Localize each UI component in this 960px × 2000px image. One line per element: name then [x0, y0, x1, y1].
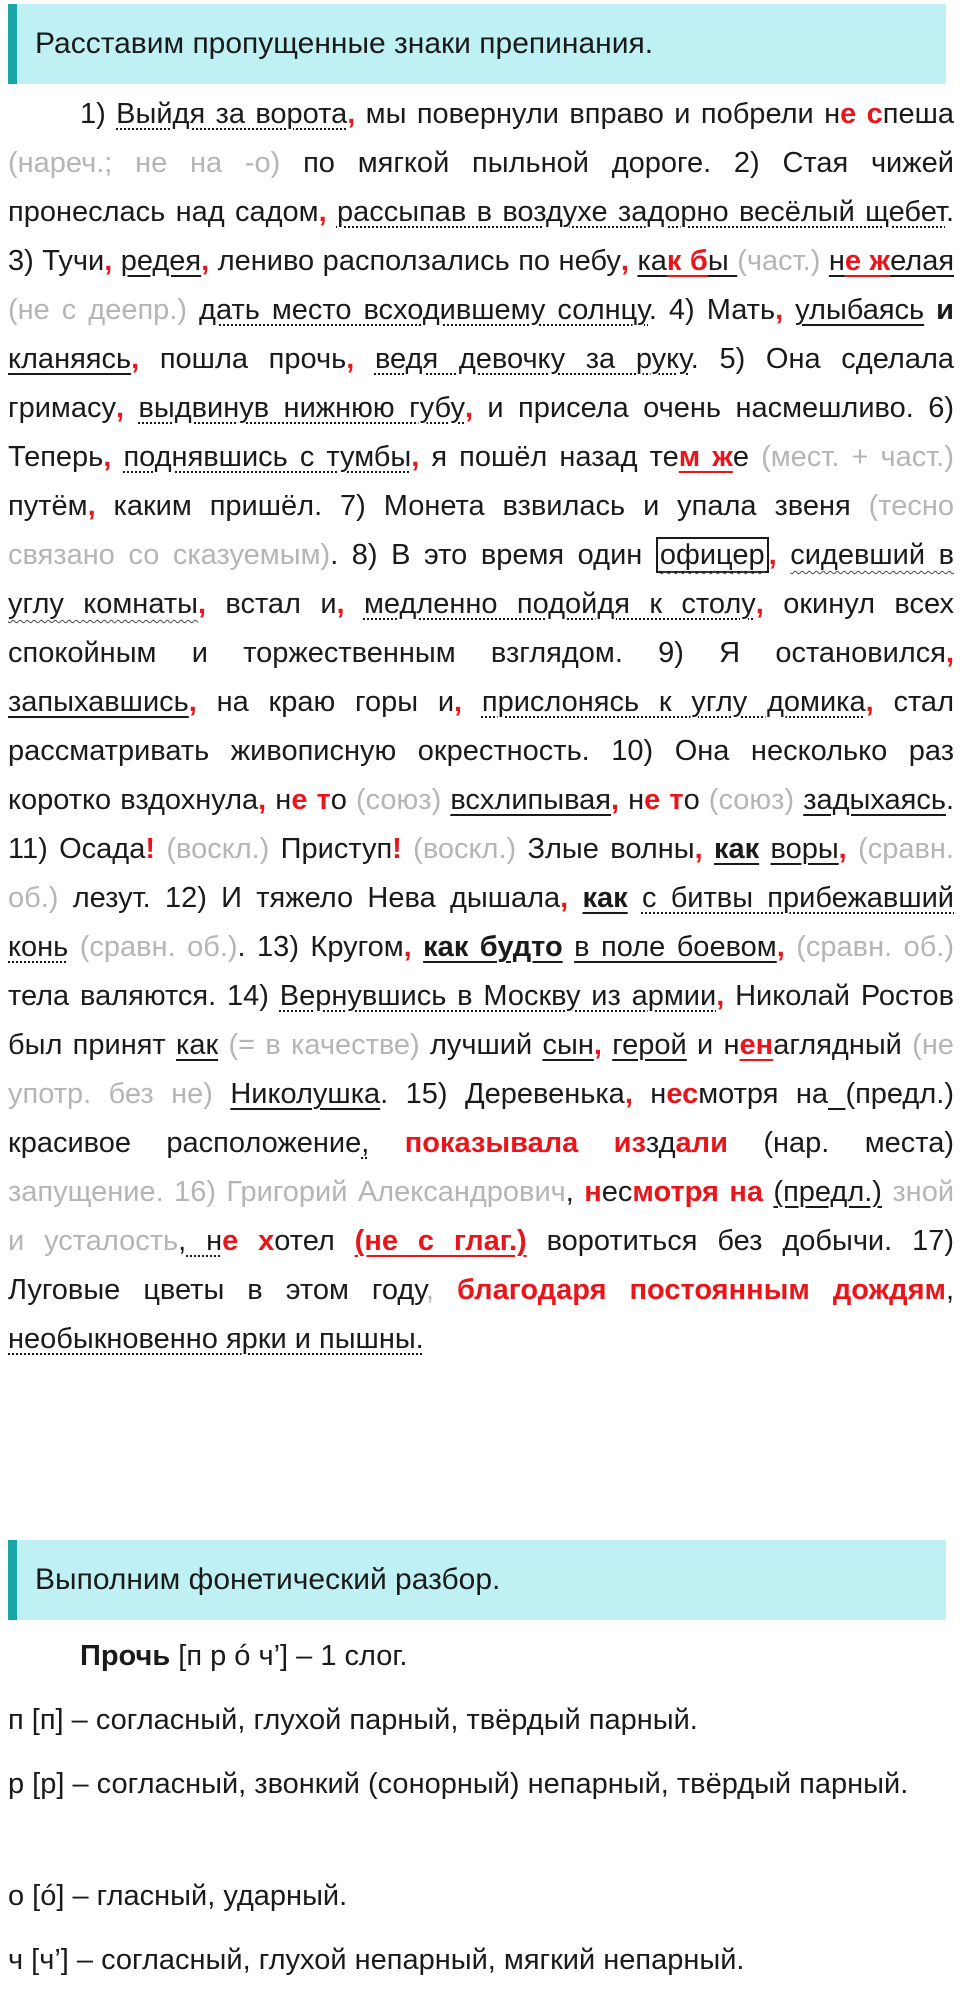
text-fragment: . 13) Кругом: [237, 931, 404, 963]
punctuation-mark: е х: [222, 1225, 275, 1257]
punctuation-mark: с: [866, 98, 883, 130]
punctuation-mark: ,: [865, 686, 874, 718]
text-fragment: . 5) Она сделала гримасу: [8, 343, 954, 424]
text-fragment: [327, 196, 337, 228]
punctuation-mark: ,: [611, 784, 620, 816]
text-fragment: [441, 784, 450, 816]
punctuation-mark: ,: [694, 833, 703, 865]
underlined-phrase: н: [186, 1225, 223, 1257]
punctuation-mark: ,: [775, 294, 784, 326]
text-fragment: [345, 588, 364, 620]
text-fragment: н: [266, 784, 292, 816]
grammar-note: (тесно связано со сказуемым): [8, 490, 954, 571]
punctuation-mark: ен: [739, 1029, 774, 1061]
underlined-phrase: [828, 1078, 845, 1110]
underlined-phrase: прислонясь к углу домика: [481, 686, 866, 718]
text-fragment: [462, 686, 482, 718]
text-fragment: [628, 882, 642, 914]
punctuation-mark: е: [291, 784, 308, 816]
text-fragment: [124, 392, 138, 424]
underlined-phrase: в поле боевом: [574, 931, 777, 963]
text-fragment: и: [936, 294, 954, 326]
text-fragment: Злые волны: [516, 833, 695, 865]
underlined-phrase: Николушка: [230, 1078, 381, 1110]
text-fragment: мотря на: [698, 1078, 828, 1110]
phonetic-line: р [р] – согласный, звонкий (сонорный) непарный, твёрдый парный.: [8, 1768, 909, 1800]
boxed-word: офицер: [656, 537, 769, 573]
punctuation-mark: ,: [716, 980, 725, 1012]
text-fragment: (нар. места): [763, 1127, 955, 1159]
text-fragment: [68, 931, 79, 963]
underlined-phrase: герой: [612, 1029, 687, 1061]
text-fragment: [924, 294, 936, 326]
text-fragment: [763, 1176, 773, 1208]
text-fragment: 1): [80, 98, 117, 130]
text-fragment: Николай Ростов был принят: [8, 980, 955, 1061]
text-fragment: путём: [8, 490, 88, 522]
punctuation-mark: !: [392, 833, 402, 865]
punctuation-mark: ,: [755, 588, 764, 620]
punctuation-mark: н: [573, 1176, 602, 1208]
punctuation-mark: благодаря постоянным дождям: [456, 1274, 946, 1306]
punctuation-mark: ,: [776, 931, 785, 963]
text-fragment: встал и: [206, 588, 337, 620]
text-fragment: о: [330, 784, 356, 816]
grammar-note: (нареч.; не на -о): [8, 147, 281, 179]
text-fragment: [856, 98, 866, 130]
underlined-phrase: сидевший в углу комнаты: [8, 539, 954, 620]
text-fragment: . 15) Деревенька: [380, 1078, 625, 1110]
text-fragment: лучший: [419, 1029, 543, 1061]
punctuation-mark: (не с глаг.): [354, 1225, 527, 1257]
text-fragment: ,: [178, 1225, 187, 1257]
section-header-text: Выполним фонетический разбор.: [35, 1563, 501, 1596]
text-fragment: на краю горы и: [196, 686, 455, 718]
punctuation-mark: ,: [624, 1078, 633, 1110]
text-fragment: . 3) Тучи: [8, 196, 955, 277]
text-fragment: [112, 245, 121, 277]
text-fragment: лениво расползались по небу: [209, 245, 621, 277]
text-fragment: я пошёл назад те: [419, 441, 679, 473]
punctuation-mark: ,: [104, 245, 113, 277]
punctuation-mark: т: [669, 784, 684, 816]
text-fragment: и присела очень насмешливо. 6) Теперь: [8, 392, 954, 473]
grammar-note: (сравн. об.): [8, 833, 954, 914]
underlined-phrase: (предл.): [773, 1176, 882, 1208]
underlined-phrase: кланяясь: [8, 343, 132, 375]
text-fragment: лезут. 12) И тяжело Нева дышала: [58, 882, 561, 914]
punctuation-mark: ,: [768, 539, 777, 571]
text-fragment: красивое расположение: [8, 1127, 362, 1159]
punctuation-mark: мотря на: [632, 1176, 763, 1208]
punctuation-mark: ,: [411, 441, 420, 473]
punctuation-mark: показывала из: [369, 1127, 646, 1159]
punctuation-mark: ,: [560, 882, 569, 914]
punctuation-mark: е: [644, 784, 670, 816]
analysed-word: Прочь: [80, 1640, 171, 1672]
punctuation-mark: !: [145, 833, 155, 865]
text-fragment: мы повернули вправо и побрели н: [355, 98, 841, 130]
grammar-note: (союз): [708, 784, 795, 816]
text-fragment: [218, 1029, 228, 1061]
punctuation-mark: ,: [464, 392, 474, 424]
underlined-phrase: Вернувшись в Москву из армии: [279, 980, 717, 1012]
text-fragment: [785, 931, 796, 963]
underlined-phrase: воры: [770, 833, 839, 865]
text-fragment: о: [683, 784, 709, 816]
text-fragment: [402, 833, 413, 865]
text-fragment: [187, 294, 199, 326]
text-fragment: [783, 294, 795, 326]
grammar-note: (не употр. без не): [8, 1029, 954, 1110]
punctuation-mark: ,: [620, 245, 629, 277]
underlined-phrase: улыбаясь: [795, 294, 925, 326]
text-fragment: пошла прочь: [139, 343, 347, 375]
punctuation-mark: т: [316, 784, 331, 816]
punctuation-mark: ,: [103, 441, 112, 473]
text-fragment: Приступ: [269, 833, 393, 865]
text-fragment: пеша: [882, 98, 954, 130]
underlined-phrase: с битвы прибежавший конь: [8, 882, 955, 963]
underlined-phrase: медленно подойдя к столу: [363, 588, 756, 620]
punctuation-mark: ,: [188, 686, 197, 718]
text-fragment: как будто: [423, 931, 563, 963]
text-fragment: . 8) В это время один: [330, 539, 656, 571]
transcription: [п р ó ч’] – 1 слог.: [170, 1640, 408, 1672]
text-fragment: [703, 833, 714, 865]
punctuation-mark: ес: [666, 1078, 699, 1110]
underlined-phrase: ы: [707, 245, 738, 277]
text-fragment: н: [632, 1078, 667, 1110]
underlined-phrase: н: [828, 245, 845, 277]
underlined-phrase: редея: [120, 245, 202, 277]
text-fragment: зд: [645, 1127, 676, 1159]
punctuation-mark: ,: [318, 196, 327, 228]
text-fragment: как: [713, 833, 760, 865]
phonetic-line: ч [ч’] – согласный, глухой непарный, мягкий непарный.: [8, 1944, 745, 1976]
text-fragment: [794, 784, 803, 816]
punctuation-mark: ,: [593, 1029, 602, 1061]
punctuation-mark: ,: [336, 588, 345, 620]
grammar-note: запущение. 16) Григорий Александрович: [8, 1176, 566, 1208]
text-fragment: [759, 833, 770, 865]
text-fragment: стал рассматривать живописную окрестность. 10) Она несколько раз коротко вздохнула: [8, 686, 954, 816]
punctuation-mark: ,: [115, 392, 125, 424]
underlined-phrase: сын: [542, 1029, 594, 1061]
punctuation-mark: али: [675, 1127, 764, 1159]
underlined-phrase: ведя девочку за руку: [374, 343, 691, 375]
underlined-phrase: необыкновенно ярки и пышны.: [8, 1323, 424, 1355]
section-header-punctuation: [8, 4, 946, 84]
grammar-note: ,: [425, 1274, 434, 1306]
underlined-phrase: рассыпав в воздухе задорно весёлый щебет: [336, 196, 946, 228]
grammar-note: (част.): [737, 245, 821, 277]
text-fragment: [820, 245, 829, 277]
text-fragment: [111, 441, 123, 473]
grammar-note: (= в качестве): [228, 1029, 420, 1061]
grammar-note: (воскл.): [166, 833, 270, 865]
text-fragment: [412, 931, 423, 963]
underlined-phrase: поднявшись с тумбы: [123, 441, 412, 473]
punctuation-mark: е: [840, 98, 857, 130]
text-fragment: [307, 784, 316, 816]
punctuation-mark: м ж: [678, 441, 733, 473]
text-fragment: и н: [686, 1029, 740, 1061]
grammar-note: (мест. + част.): [761, 441, 955, 473]
text-fragment: [882, 1176, 892, 1208]
grammar-note: зной и усталость: [8, 1176, 955, 1257]
grammar-note: (союз): [355, 784, 442, 816]
phonetic-line: п [п] – согласный, глухой парный, твёрдый парный.: [8, 1704, 698, 1736]
punctuation-mark: ,: [346, 343, 355, 375]
text-fragment: [563, 931, 574, 963]
exercise-text: [8, 90, 954, 1364]
punctuation-mark: ,: [258, 784, 267, 816]
underlined-phrase: ,: [361, 1127, 370, 1159]
text-fragment: окинул всех спокойным и торжественным взглядом. 9) Я остановился: [8, 588, 954, 669]
punctuation-mark: ,: [87, 490, 96, 522]
text-fragment: [847, 833, 858, 865]
text-fragment: [568, 882, 582, 914]
punctuation-mark: ,: [201, 245, 210, 277]
text-fragment: [354, 343, 375, 375]
punctuation-mark: ,: [131, 343, 140, 375]
text-fragment: [434, 1274, 457, 1306]
punctuation-mark: ,: [347, 98, 356, 130]
grammar-note: (не с деепр.): [8, 294, 188, 326]
text-fragment: отел: [274, 1225, 355, 1257]
section-header-text: Расставим пропущенные знаки препинания.: [35, 27, 654, 60]
section-header-phonetics: [8, 1540, 946, 1620]
punctuation-mark: к б: [666, 245, 708, 277]
text-fragment: е: [732, 441, 762, 473]
text-fragment: [602, 1029, 612, 1061]
phonetic-line: о [ó] – гласный, ударный.: [8, 1880, 348, 1912]
underlined-phrase: елая: [890, 245, 955, 277]
text-fragment: по мягкой пыльной дороге. 2) Стая чижей пронеслась над садом: [8, 147, 954, 228]
text-fragment: ,: [565, 1176, 574, 1208]
punctuation-mark: е ж: [844, 245, 891, 277]
punctuation-mark: ,: [403, 931, 412, 963]
punctuation-mark: ,: [454, 686, 463, 718]
text-fragment: . 4) Мать: [648, 294, 776, 326]
text-fragment: аглядный: [773, 1029, 913, 1061]
text-fragment: как: [582, 882, 628, 914]
text-fragment: [155, 833, 166, 865]
text-fragment: . 11) Осада: [8, 784, 955, 865]
text-fragment: каким пришёл. 7) Монета взвилась и упала звеня: [95, 490, 869, 522]
text-fragment: тела валяются. 14): [8, 980, 280, 1012]
phonetic-heading: [8, 1632, 960, 1681]
text-fragment: (предл.): [845, 1078, 954, 1110]
underlined-phrase: дать место всходившему солнцу: [199, 294, 649, 326]
underlined-phrase: ка: [637, 245, 667, 277]
underlined-phrase: как: [176, 1029, 219, 1061]
grammar-note: (сравн. об.): [79, 931, 238, 963]
text-fragment: воротиться без добычи. 17) Луговые цветы в этом году: [8, 1225, 954, 1306]
underlined-phrase: Выйдя за ворота: [116, 98, 348, 130]
underlined-phrase: запыхавшись: [8, 686, 189, 718]
underlined-phrase: всхлипывая: [450, 784, 612, 816]
text-fragment: ,: [945, 1274, 955, 1306]
punctuation-mark: ,: [197, 588, 207, 620]
text-fragment: [777, 539, 791, 571]
underlined-phrase: выдвинув нижнюю губу: [138, 392, 465, 424]
text-fragment: ес: [601, 1176, 633, 1208]
text-fragment: н: [619, 784, 645, 816]
underlined-phrase: задыхаясь: [803, 784, 946, 816]
grammar-note: (воскл.): [413, 833, 517, 865]
grammar-note: (сравн. об.): [796, 931, 955, 963]
text-fragment: [213, 1078, 230, 1110]
punctuation-mark: ,: [838, 833, 847, 865]
punctuation-mark: ,: [945, 637, 954, 669]
